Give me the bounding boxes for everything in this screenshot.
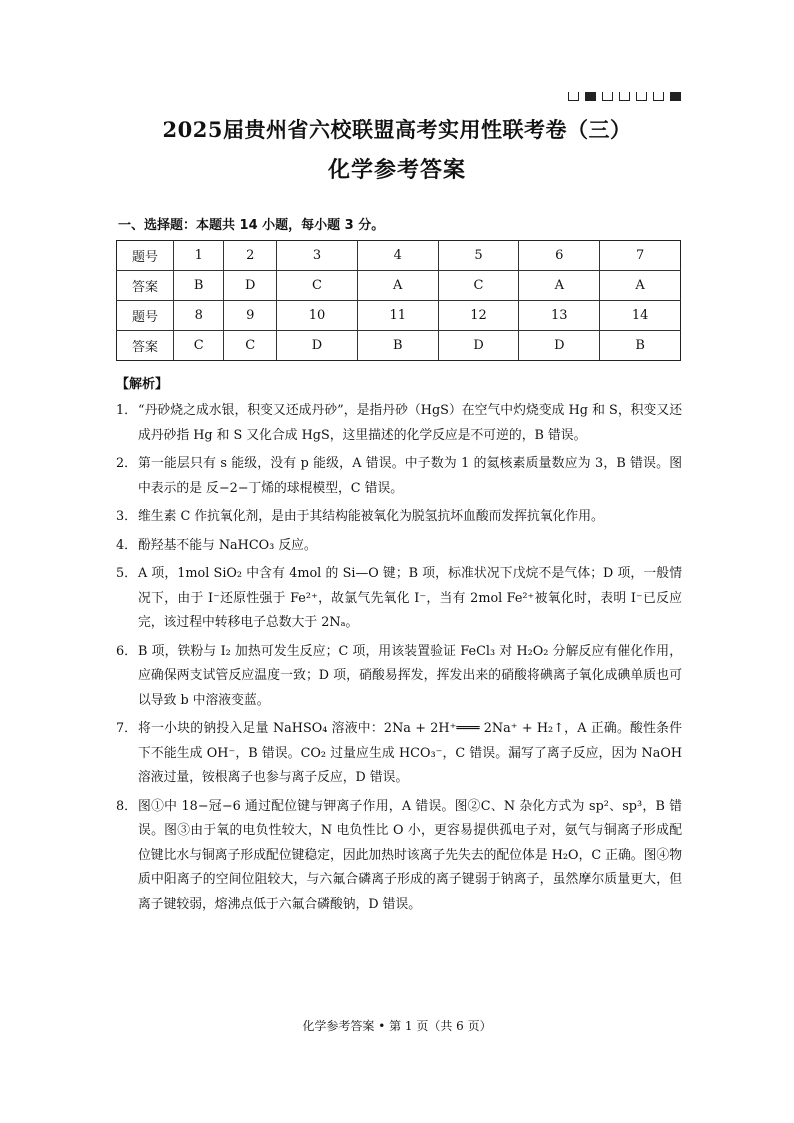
document-subtitle: 化学参考答案 [327,157,466,183]
item-number: 3． [116,509,137,524]
table-row [117,301,681,331]
table-cell: D [277,331,358,361]
table-cell: C [277,271,358,301]
list-item [116,505,682,530]
table-cell: A [600,271,681,301]
table-cell: 10 [277,301,358,331]
table-cell: 12 [438,301,519,331]
mark-open [636,92,647,101]
table-cell: 2 [224,241,277,271]
table-cell: 1 [174,241,224,271]
item-text: 图①中 18−冠−6 通过配位键与钾离子作用，A 错误。图②C、N 杂化方式为 sp²、sp³，B 错误。图③由于氧的电负性较大，N 电负性比 O 小，更容易提供孤电子对，氨气与铜离子形成配位键比水与铜离子形成配位键稳定，因此加热时该离子先失去的配位体是 H₂O，C 正确。图④物质中阳离子的空间位阻较大，与六氟合磷离子形成的离子键弱于钠离子，虽然摩尔质量更大，但离子键较弱，熔沸点低于六氟合磷酸钠，D 错误。 [138,798,682,912]
table-cell: 8 [174,301,224,331]
table-cell: D [224,271,277,301]
table-cell: 7 [600,241,681,271]
page-footer: 化学参考答案 • 第 1 页（共 6 页） [302,1019,492,1033]
table-cell: B [600,331,681,361]
list-item [116,795,682,918]
list-item [116,534,682,559]
table-cell: 答案 [117,331,174,361]
answer-table [116,240,681,361]
item-text: 酚羟基不能与 NaHCO₃ 反应。 [138,537,317,553]
document-title: 2025届贵州省六校联盟高考实用性联考卷（三） [162,117,632,142]
table-cell: A [357,271,438,301]
item-number: 2． [116,456,137,471]
item-number: 7． [116,721,137,736]
corner-marks [568,92,681,101]
table-cell: 题号 [117,301,174,331]
item-text: “丹砂烧之成水银，积变又还成丹砂”，是指丹砂（HgS）在空气中灼烧变成 Hg 和 S，积变又还成丹砂指 Hg 和 S 又化合成 HgS，这里描述的化学反应是不可逆的，B 错误。 [138,403,682,443]
table-cell: 答案 [117,271,174,301]
list-item [116,399,682,448]
table-cell: C [174,331,224,361]
mark-open [619,92,630,101]
item-number: 8． [116,798,137,814]
table-cell: 3 [277,241,358,271]
table-cell: 题号 [117,241,174,271]
table-row [117,271,681,301]
item-text: B 项，铁粉与 I₂ 加热可发生反应；C 项，用该装置验证 FeCl₃ 对 H₂O₂ 分解反应有催化作用，应确保两支试管反应温度一致；D 项，硝酸易挥发，挥发出来的硝酸将碘离子氧化成碘单质也可以导致 b 中溶液变蓝。 [138,643,682,708]
item-text: 维生素 C 作抗氧化剂，是由于其结构能被氧化为脱氢抗坏血酸而发挥抗氧化作用。 [138,509,604,524]
table-cell: 9 [224,301,277,331]
item-number: 5． [116,566,137,581]
mark-filled [670,92,681,101]
table-cell: C [224,331,277,361]
item-number: 1． [116,403,137,418]
list-item [116,562,682,636]
table-cell: B [357,331,438,361]
table-row [117,331,681,361]
mark-open [602,92,613,101]
table-cell: 14 [600,301,681,331]
table-cell: C [438,271,519,301]
table-cell: 11 [357,301,438,331]
table-cell: D [438,331,519,361]
item-text: 将一小块的钠投入足量 NaHSO₄ 溶液中：2Na + 2H⁺═══ 2Na⁺ + H₂↑，A 正确。酸性条件下不能生成 OH⁻，B 错误。CO₂ 过量应生成 HCO₃⁻，C 错误。漏写了离子反应，因为 NaOH 溶液过量，铵根离子也参与离子反应，D 错误。 [138,721,682,785]
item-number: 6． [116,643,137,659]
analysis-heading: 【解析】 [116,377,169,392]
list-item [116,717,682,791]
mark-open [568,92,579,101]
section-heading: 一、选择题：本题共 14 小题，每小题 3 分。 [118,218,385,233]
item-text: 第一能层只有 s 能级，没有 p 能级，A 错误。中子数为 1 的氦核素质量数应为 3，B 错误。图中表示的是 反−2−丁烯的球棍模型，C 错误。 [138,456,682,496]
item-text: A 项，1mol SiO₂ 中含有 4mol 的 Si—O 键；B 项，标准状况下戊烷不是气体；D 项，一般情况下，由于 I⁻还原性强于 Fe²⁺，故氯气先氧化 I⁻，当有 2mol Fe²⁺被氧化时，表明 I⁻已反应完，该过程中转移电子总数大于 2Nₐ。 [138,566,682,630]
table-cell: 13 [519,301,600,331]
table-cell: A [519,271,600,301]
table-row [117,241,681,271]
table-cell: 6 [519,241,600,271]
item-number: 4． [116,537,137,553]
table-cell: D [519,331,600,361]
table-cell: B [174,271,224,301]
mark-filled [585,92,596,101]
list-item [116,640,682,714]
analysis-list [116,399,682,921]
list-item [116,452,682,501]
table-cell: 5 [438,241,519,271]
mark-open [653,92,664,101]
table-cell: 4 [357,241,438,271]
